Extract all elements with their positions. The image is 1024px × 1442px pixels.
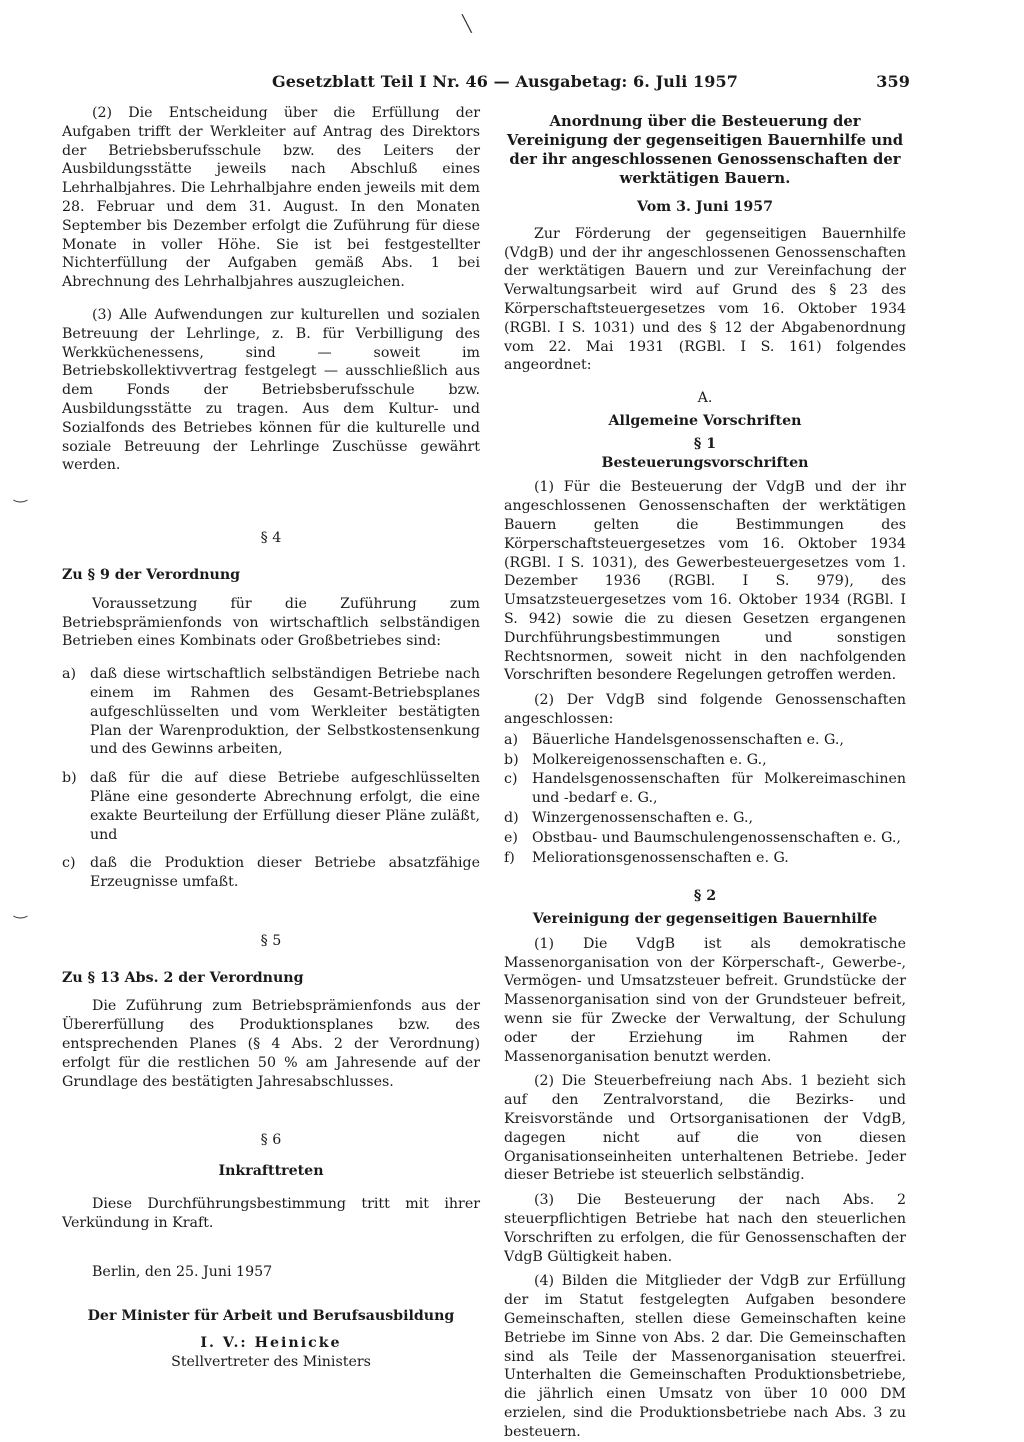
paragraph: (1) Für die Besteuerung der VdgB und der ihr angeschlossenen Genossenschaften der werktätigen Bauern gelten die Bestimmungen des Körperschaftsteuergesetzes vom 16. Oktober 1934 (RGBl. I S. 1031), des Gewerbesteuergesetzes vom 1. Dezember 1936 (RGBl. I S. 979), des Umsatzsteuergesetzes vom 16. Oktober 1934 (RGBl. I S. 942) sowie die zu diesen Gesetzen ergangenen Durchführungsbestimmungen und sonstigen Rechtsnormen, soweit nicht in den nachfolgenden Vorschriften besondere Regelungen getroffen werden. — [504, 479, 906, 684]
section-heading: Zu § 9 der Verordnung — [62, 566, 241, 583]
paragraph: (3) Die Besteuerung der nach Abs. 2 steuerpflichtigen Betriebe hat nach den steuerlichen Vorschriften zu erfolgen, die für Genossenschaften der VdgB Gültigkeit haben. — [504, 1192, 906, 1265]
list-item — [504, 770, 906, 808]
preamble: Zur Förderung der gegenseitigen Bauernhilfe (VdgB) und der ihr angeschlossenen Genossenschaften der werktätigen Bauern und zur Vereinfachung der Verwaltungsarbeit wird auf Grund des § 23 des Körperschaftsteuergesetzes vom 16. Oktober 1934 (RGBl. I S. 1031) und des § 12 der Abgabenordnung vom 22. Mai 1931 (RGBl. I S. 161) folgendes angeordnet: — [504, 225, 906, 374]
paragraph: (1) Die VdgB ist als demokratische Massenorganisation von der Körperschaft-, Gewerbe-, Vermögen- und Umsatzsteuer befreit. Grundstücke der Massenorganisation sind von der Grundsteuer befreit, wenn sie für Zwecke der Verwaltung, der Schulung oder der Erziehung im Rahmen der Massenorganisation benutzt werden. — [504, 935, 906, 1065]
list-marker: e) — [504, 829, 518, 846]
list-text: Molkereigenossenschaften e. G., — [532, 751, 767, 768]
part-title: Allgemeine Vorschriften — [608, 412, 802, 429]
part-label: A. — [697, 390, 713, 407]
list-item — [504, 751, 906, 770]
list-text: Handelsgenossenschaften für Molkereimaschinen und -bedarf e. G., — [532, 771, 906, 807]
section-number: § 1 — [693, 435, 717, 452]
list-marker: b) — [504, 751, 519, 768]
list-text: Winzergenossenschaften e. G., — [532, 809, 753, 826]
section-number: § 4 — [260, 530, 282, 547]
section-heading: Besteuerungsvorschriften — [601, 454, 809, 471]
paragraph: (2) Die Steuerbefreiung nach Abs. 1 bezieht sich auf den Zentralvorstand, die Bezirks- und Kreisvorstände und Ortsorganisationen der VdgB, dagegen nicht auf die von diesen Organisationseinheiten unterhaltenen Betriebe. Jeder dieser Betriebe ist steuerlich selbständig. — [504, 1073, 906, 1184]
list-item — [62, 665, 480, 759]
section-heading: Vereinigung der gegenseitigen Bauernhilfe — [532, 911, 878, 928]
signer-name: I. V.: Heinicke — [200, 1335, 342, 1352]
left-column — [62, 104, 480, 1372]
margin-mark: ╲ — [462, 14, 472, 33]
signer-role: Stellvertreter des Ministers — [171, 1354, 371, 1371]
gazette-title: Gesetzblatt Teil I Nr. 46 — Ausgabetag: 6. Juli 1957 — [272, 72, 738, 91]
paragraph: (2) Der VdgB sind folgende Genossenschaften angeschlossen: — [504, 692, 906, 727]
document-date: Vom 3. Juni 1957 — [636, 199, 774, 215]
paragraph: (3) Alle Aufwendungen zur kulturellen und sozialen Betreuung der Lehrlinge, z. B. für Verbilligung des Werkküchenessens, sind — soweit im Betriebskollektivvertrag festgelegt — ausschließlich aus dem Fonds der Betriebsberufsschule bzw. Ausbildungsstätte zu tragen. Aus dem Kultur- und Sozialfonds des Betriebes können für die kulturelle und soziale Betreuung der Lehrlinge Zuschüsse gewährt werden. — [62, 306, 480, 474]
margin-mark: ‿ — [14, 900, 27, 919]
condition-list — [62, 665, 480, 892]
list-text: Obstbau- und Baumschulengenossenschaften e. G., — [532, 829, 901, 846]
section-number: § 6 — [260, 1132, 282, 1149]
list-text: Bäuerliche Handelsgenossenschaften e. G., — [532, 731, 844, 748]
right-column — [504, 112, 906, 1442]
list-marker: f) — [504, 849, 515, 866]
list-item — [504, 829, 906, 848]
minister-title: Der Minister für Arbeit und Berufsausbildung — [87, 1308, 455, 1325]
paragraph: (4) Bilden die Mitglieder der VdgB zur Erfüllung der im Statut festgelegten Aufgaben besondere Gemeinschaften, stellen diese Gemeinschaften keine Betriebe im Sinne von Abs. 2 dar. Die Gemeinschaften sind als Teile der Massenorganisation steuerfrei. Unterhalten die Gemeinschaften Produktionsbetriebe, die jährlich einen Umsatz von über 10 000 DM erzielen, sind die Produktionsbetriebe nach Abs. 3 zu besteuern. — [504, 1273, 906, 1440]
list-text: Meliorationsgenossenschaften e. G. — [532, 849, 789, 866]
document-title: Anordnung über die Besteuerung der Vereinigung der gegenseitigen Bauernhilfe und der ihr angeschlossenen Genossenschaften der werktätigen Bauern. — [506, 113, 904, 187]
list-marker: a) — [504, 731, 518, 748]
list-item — [504, 849, 906, 868]
paragraph: Die Zuführung zum Betriebsprämienfonds aus der Übererfüllung des Produktionsplanes bzw. des entsprechenden Planes (§ 4 Abs. 2 der Verordnung) erfolgt für die restlichen 50 % am Jahresende auf der Grundlage des bestätigten Jahresabschlusses. — [62, 998, 480, 1090]
paragraph: (2) Die Entscheidung über die Erfüllung der Aufgaben trifft der Werkleiter auf Antrag des Direktors der Betriebsberufsschule bzw. des Leiters der Ausbildungsstätte jeweils nach Abschluß eines Lehrhalbjahres. Die Lehrhalbjahre enden jeweils mit dem 28. Februar und dem 31. August. In den Monaten September bis Dezember erfolgt die Zuführung für diese Monate in voller Höhe. Sie ist bei festgestellter Nichterfüllung der Aufgaben gemäß Abs. 1 bei Abrechnung des Lehrhalbjahres auszugleichen. — [62, 105, 480, 291]
list-text: daß für die auf diese Betriebe aufgeschlüsselten Pläne eine gesonderte Abrechnung erfolgt, die eine exakte Beurteilung der Erfüllung dieser Pläne zuläßt, und — [90, 770, 480, 843]
list-marker: b) — [62, 770, 77, 787]
section-number: § 5 — [260, 932, 282, 949]
list-item — [62, 769, 480, 844]
list-marker: a) — [62, 666, 76, 683]
section-heading: Inkrafttreten — [218, 1163, 324, 1180]
paragraph: Voraussetzung für die Zuführung zum Betriebsprämienfonds von wirtschaftlich selbständigen Betrieben eines Kombinats oder Großbetriebes sind: — [62, 595, 480, 650]
list-text: daß diese wirtschaftlich selbständigen Betriebe nach einem im Rahmen des Gesamt-Betriebsplanes aufgeschlüsselten und vom Werkleiter bestätigten Plan der Warenproduktion, der Selbstkostensenkung und des Gewinns arbeiten, — [90, 666, 480, 758]
list-marker: c) — [62, 855, 76, 872]
list-item — [504, 809, 906, 828]
section-number: § 2 — [693, 888, 717, 905]
margin-mark: ‿ — [14, 484, 27, 503]
list-text: daß die Produktion dieser Betriebe absatzfähige Erzeugnisse umfaßt. — [90, 855, 480, 891]
list-item — [504, 731, 906, 750]
section-heading: Zu § 13 Abs. 2 der Verordnung — [62, 969, 304, 986]
list-marker: d) — [504, 809, 519, 826]
page-number: 359 — [876, 72, 910, 91]
list-marker: c) — [504, 771, 518, 788]
place-date: Berlin, den 25. Juni 1957 — [92, 1263, 273, 1280]
list-item — [62, 854, 480, 892]
cooperative-list — [504, 731, 906, 868]
paragraph: Diese Durchführungsbestimmung tritt mit ihrer Verkündung in Kraft. — [62, 1196, 480, 1231]
